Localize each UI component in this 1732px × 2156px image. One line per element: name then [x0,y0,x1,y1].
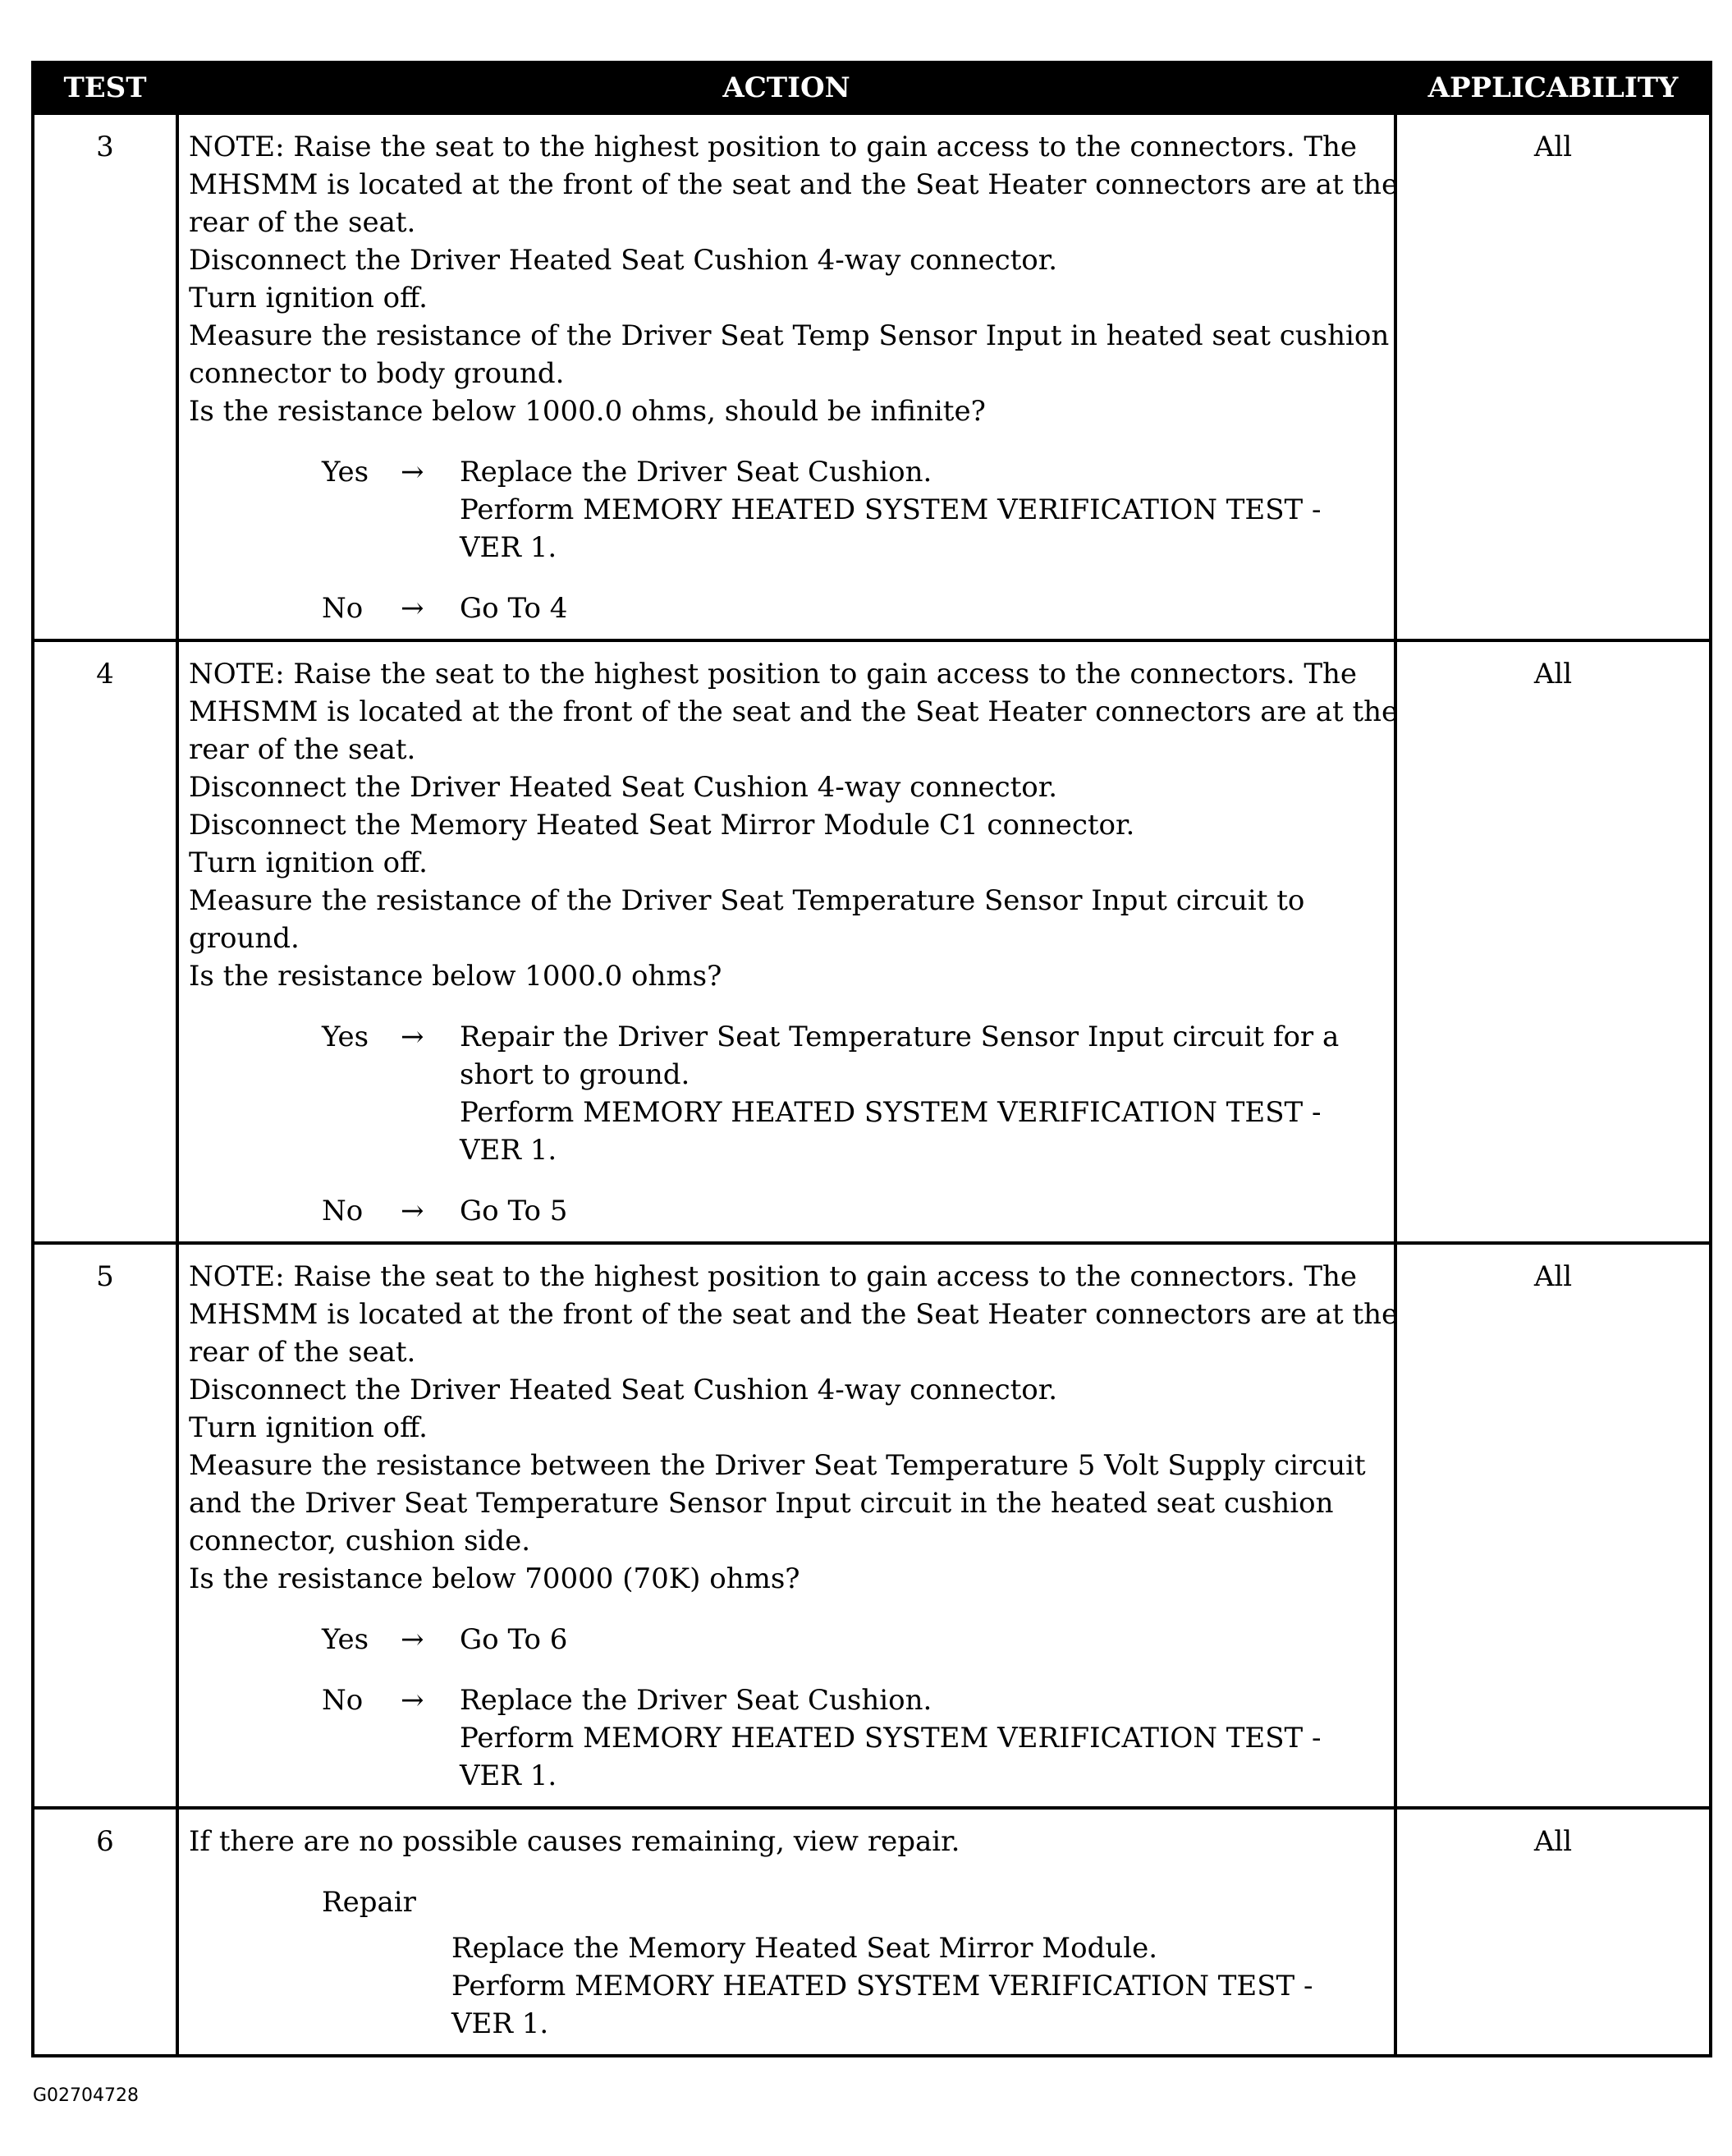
header-test: TEST [33,62,177,113]
action-line: NOTE: Raise the seat to the highest position to gain access to the connectors. The [189,131,1358,163]
outcome-result [460,1621,1386,1658]
outcome-no [189,1681,1386,1795]
repair-steps [451,1929,1386,2043]
result-line: short to ground. [460,1058,690,1091]
outcome-answer: No [322,592,364,625]
action-line: Disconnect the Driver Heated Seat Cushion 4-way connector. [189,1374,1058,1406]
outcome-no [189,589,1386,627]
result-line: VER 1. [460,531,557,564]
result-line: Go To 5 [460,1195,568,1227]
outcome-yes [189,1621,1386,1658]
test-number: 4 [33,640,177,1243]
outcome-answer: No [322,1684,364,1717]
action-line: Turn ignition off. [189,282,428,314]
outcome-answer: Yes [322,1623,369,1656]
action-line: Measure the resistance between the Driver Seat Temperature 5 Volt Supply circuit [189,1449,1366,1482]
table-row [33,1808,1711,2056]
result-line: Perform MEMORY HEATED SYSTEM VERIFICATION TEST - [460,1096,1322,1129]
arrow-right-icon: → [401,1684,424,1717]
action-cell [177,1243,1399,1808]
table-body [33,113,1711,2056]
applicability-value: All [1395,1243,1711,1808]
applicability-value: All [1395,640,1711,1243]
header-row [33,62,1711,113]
applicability-value: All [1395,113,1711,640]
outcome-answer: Yes [322,456,369,489]
action-line: Is the resistance below 1000.0 ohms? [189,960,722,993]
diagnostic-test-table [31,61,1712,2057]
arrow-right-icon: → [401,1195,424,1227]
result-line: Perform MEMORY HEATED SYSTEM VERIFICATION TEST - [460,493,1322,526]
action-line: rear of the seat. [189,1336,416,1369]
outcome-result [460,1018,1386,1169]
test-number: 6 [33,1808,177,2056]
action-line: Turn ignition off. [189,846,428,879]
action-cell [177,113,1399,640]
action-line: Is the resistance below 1000.0 ohms, should be infinite? [189,395,986,428]
arrow-right-icon: → [401,592,424,625]
action-line: Measure the resistance of the Driver Seat Temperature Sensor Input circuit to [189,884,1305,917]
result-line: Repair the Driver Seat Temperature Sensor Input circuit for a [460,1021,1340,1053]
figure-id: G02704728 [33,2085,140,2106]
result-line: Go To 6 [460,1623,568,1656]
test-number: 3 [33,113,177,640]
action-line: ground. [189,922,300,955]
action-cell [177,1808,1395,2056]
result-line: Replace the Driver Seat Cushion. [460,456,932,489]
applicability-value: All [1395,1808,1711,2056]
action-line: MHSMM is located at the front of the seat and the Seat Heater connectors are at the [189,1298,1399,1331]
result-line: Go To 4 [460,592,568,625]
action-cell [177,640,1399,1243]
outcome-result [460,1681,1386,1795]
outcome-yes [189,1018,1386,1169]
result-line: VER 1. [460,1134,557,1167]
action-line: Disconnect the Memory Heated Seat Mirror Module C1 connector. [189,809,1135,842]
header-applicability: APPLICABILITY [1395,62,1711,113]
action-line: If there are no possible causes remaining, view repair. [189,1825,960,1858]
action-line: connector to body ground. [189,357,565,390]
action-line: connector, cushion side. [189,1525,531,1557]
table-row [33,1243,1711,1808]
action-line: NOTE: Raise the seat to the highest position to gain access to the connectors. The [189,1260,1358,1293]
arrow-right-icon: → [401,1623,424,1656]
action-line: rear of the seat. [189,206,416,239]
repair-line: Replace the Memory Heated Seat Mirror Module. [451,1932,1158,1965]
repair-line: VER 1. [451,2007,549,2040]
action-line: Measure the resistance of the Driver Seat Temp Sensor Input in heated seat cushion [189,319,1390,352]
table-row [33,640,1711,1243]
repair-line: Perform MEMORY HEATED SYSTEM VERIFICATION TEST - [451,1970,1313,2002]
header-action: ACTION [177,62,1395,113]
action-line: MHSMM is located at the front of the seat and the Seat Heater connectors are at the [189,168,1399,201]
outcome-no [189,1192,1386,1230]
table-row [33,113,1711,640]
result-line: Perform MEMORY HEATED SYSTEM VERIFICATION TEST - [460,1722,1322,1755]
result-line: Replace the Driver Seat Cushion. [460,1684,932,1717]
action-line: and the Driver Seat Temperature Sensor Input circuit in the heated seat cushion [189,1487,1334,1520]
action-line: NOTE: Raise the seat to the highest position to gain access to the connectors. The [189,658,1358,690]
action-line: Is the resistance below 70000 (70K) ohms? [189,1562,800,1595]
result-line: VER 1. [460,1759,557,1792]
outcome-result [460,589,1386,627]
action-line: Disconnect the Driver Heated Seat Cushion 4-way connector. [189,244,1058,277]
outcome-answer: No [322,1195,364,1227]
action-line: Turn ignition off. [189,1411,428,1444]
outcome-answer: Yes [322,1021,369,1053]
test-number: 5 [33,1243,177,1808]
outcome-result [460,1192,1386,1230]
action-line: rear of the seat. [189,733,416,766]
arrow-right-icon: → [401,1021,424,1053]
arrow-right-icon: → [401,456,424,489]
action-line: Disconnect the Driver Heated Seat Cushion 4-way connector. [189,771,1058,804]
action-line: MHSMM is located at the front of the seat and the Seat Heater connectors are at the [189,695,1399,728]
repair-label: Repair [322,1886,416,1919]
outcome-result [460,453,1386,567]
outcome-yes [189,453,1386,567]
